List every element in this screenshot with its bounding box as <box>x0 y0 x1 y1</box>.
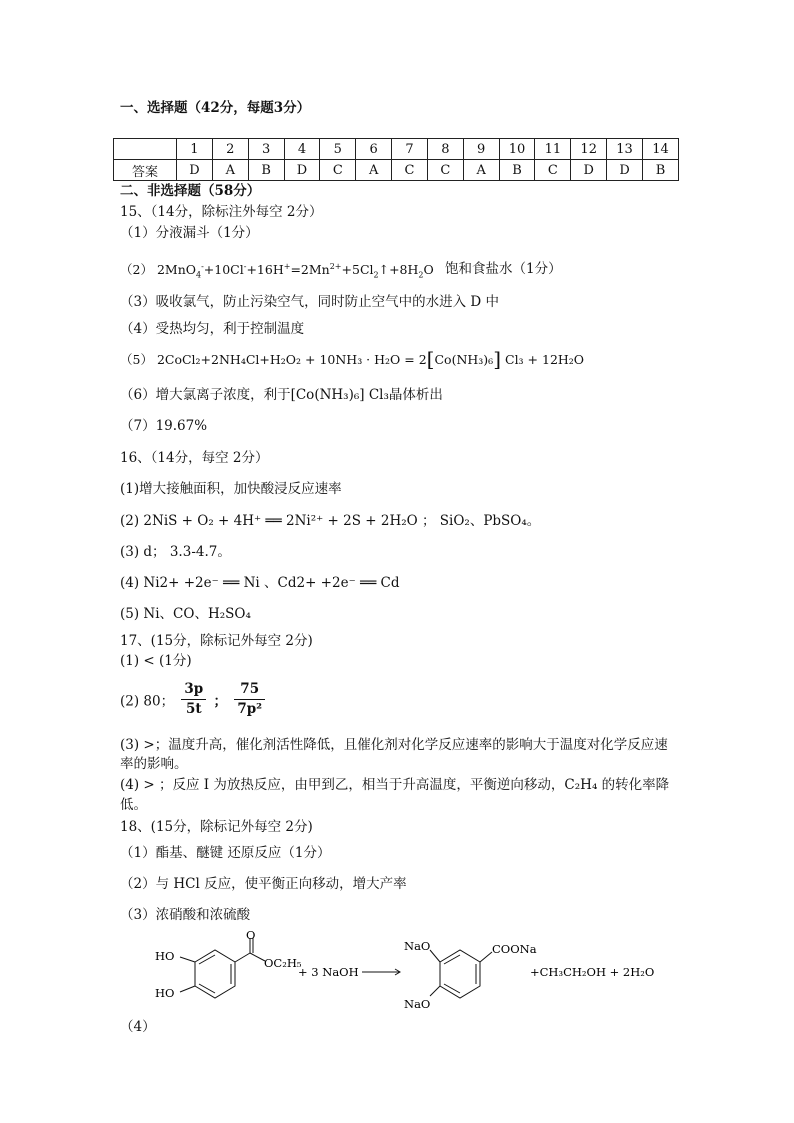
reactant-structure <box>180 938 265 998</box>
q15-equation-2: 2CoCl₂+2NH₄Cl+H₂O₂ + 10NH₃ · H₂O = 2 <box>156 352 427 367</box>
q15-answer-1: （1）分液漏斗（1分） <box>120 225 259 241</box>
question-number-cell: 6 <box>356 139 392 160</box>
q17-answer-3-line1: (3) >；温度升高，催化剂活性降低，且催化剂对化学反应速率的影响大于温度对化学反应速 <box>120 737 668 753</box>
question-number-cell: 11 <box>535 139 571 160</box>
q15-answer-4: （4）受热均匀，利于控制温度 <box>120 321 305 337</box>
reactant-ho-bottom: HO <box>155 986 175 1000</box>
answer-cell: D <box>177 160 213 181</box>
reactant-ho-top: HO <box>155 949 175 963</box>
q17-answer-4-line1: (4) > ；反应 I 为放热反应，由甲到乙，相当于升高温度，平衡逆向移动，C₂H₄ 的转化率降 <box>120 777 670 793</box>
product-structure <box>430 950 492 998</box>
answer-cell: C <box>392 160 428 181</box>
q16-answer-3: (3) d； 3.3-4.7。 <box>120 544 231 560</box>
q16-answer-2: (2) 2NiS + O₂ + 4H⁺ ══ 2Ni²⁺ + 2S + 2H₂O ； SiO₂、PbSO₄。 <box>120 513 541 529</box>
answer-cell: C <box>427 160 463 181</box>
q15-answer-5-label: （5） <box>120 352 153 367</box>
q15-answer-7: （7）19.67% <box>120 418 208 434</box>
q15-equation-1: $2MnO_4^-+10Cl^-+16H^+=2Mn^{2+}+5Cl_2↑+8H_2O$ <box>156 262 434 280</box>
q15-answer-2-label: （2） <box>120 262 153 278</box>
answer-cell: B <box>248 160 284 181</box>
answer-cell: C <box>535 160 571 181</box>
plus-naoh: + 3 NaOH <box>298 965 359 979</box>
section2-title: 二、非选择题（58分） <box>120 183 261 199</box>
q15-answer-5 <box>120 347 585 371</box>
reactant-ester-group: OC₂H₅ <box>264 956 302 970</box>
q18-answer-2: （2）与 HCl 反应，使平衡正向移动，增大产率 <box>120 876 407 892</box>
question-number-cell: 5 <box>320 139 356 160</box>
q15-answer-3: （3）吸收氯气，防止污染空气，同时防止空气中的水进入 D 中 <box>120 294 499 310</box>
question-number-cell: 10 <box>499 139 535 160</box>
question-number-cell: 8 <box>427 139 463 160</box>
q15-answer-2-note: 饱和食盐水（1分） <box>445 261 562 277</box>
q18-header: 18、(15分，除标记外每空 2分) <box>120 819 313 835</box>
fraction-75-over-7p2: $\frac{75}{\text{7p²}}$ <box>234 680 265 719</box>
reaction-arrow <box>362 969 400 975</box>
reactant-carbonyl-o: O <box>246 930 256 942</box>
q18-answer-4-label: （4） <box>120 1019 156 1035</box>
answer-cell: A <box>212 160 248 181</box>
reaction-scheme <box>150 930 710 1025</box>
answer-table-answer-row <box>114 160 679 181</box>
question-number-cell: 7 <box>392 139 428 160</box>
q15-answer-6: （6）增大氯离子浓度，利于[Co(NH₃)₆] Cl₃晶体析出 <box>120 387 443 403</box>
fraction-3p-over-5t: $\frac{3p}{5t}$ <box>181 680 206 719</box>
answer-cell: A <box>356 160 392 181</box>
question-number-cell: 3 <box>248 139 284 160</box>
product-nao-top: NaO <box>404 939 431 953</box>
q15-answer-2 <box>120 258 434 285</box>
section1-title: 一、选择题（42分，每题3分） <box>120 100 311 116</box>
answer-cell: B <box>642 160 678 181</box>
q16-answer-1: (1)增大接触面积，加快酸浸反应速率 <box>120 481 342 497</box>
q16-header: 16、（14分，每空 2分） <box>120 450 269 466</box>
answer-table <box>113 138 679 181</box>
right-bracket: ] <box>493 347 502 371</box>
answer-cell: A <box>463 160 499 181</box>
question-number-cell: 9 <box>463 139 499 160</box>
left-bracket: [ <box>426 347 435 371</box>
answer-row-label: 答案 <box>114 160 177 181</box>
q17-answer-3-line2: 率的影响。 <box>120 756 188 772</box>
fraction-separator: ； <box>213 693 228 710</box>
q17-answer-2 <box>120 680 268 719</box>
q15-header: 15、（14分，除标注外每空 2分） <box>120 204 323 220</box>
table-corner-cell <box>114 139 177 160</box>
q15-complex-ion: Co(NH₃)₆ <box>434 352 494 367</box>
answer-cell: D <box>607 160 643 181</box>
question-number-cell: 4 <box>284 139 320 160</box>
answer-cell: D <box>284 160 320 181</box>
product-nao-bottom: NaO <box>404 997 431 1011</box>
question-number-cell: 2 <box>212 139 248 160</box>
q18-answer-1: （1）酯基、醚键 还原反应（1分） <box>120 845 331 861</box>
question-number-cell: 1 <box>177 139 213 160</box>
q15-equation-2-tail: Cl₃ + 12H₂O <box>505 352 585 367</box>
question-number-cell: 12 <box>571 139 607 160</box>
q18-answer-3: （3）浓硝酸和浓硫酸 <box>120 907 251 923</box>
answer-cell: B <box>499 160 535 181</box>
q17-answer-1: (1) < (1分) <box>120 653 192 669</box>
q17-header: 17、(15分，除标记外每空 2分) <box>120 633 313 649</box>
product-coona: COONa <box>492 942 537 956</box>
question-number-cell: 14 <box>642 139 678 160</box>
q16-answer-4: (4) Ni2+ +2e⁻ ══ Ni 、Cd2+ +2e⁻ ══ Cd <box>120 575 400 591</box>
q17-answer-4-line2: 低。 <box>120 797 147 813</box>
q16-answer-5: (5) Ni、CO、H₂SO₄ <box>120 606 251 622</box>
answer-cell: C <box>320 160 356 181</box>
answer-table-header-row <box>114 139 679 160</box>
question-number-cell: 13 <box>607 139 643 160</box>
q17-answer-2-prefix: (2) 80； <box>120 693 175 710</box>
answer-cell: D <box>571 160 607 181</box>
byproducts: +CH₃CH₂OH + 2H₂O <box>530 965 655 979</box>
